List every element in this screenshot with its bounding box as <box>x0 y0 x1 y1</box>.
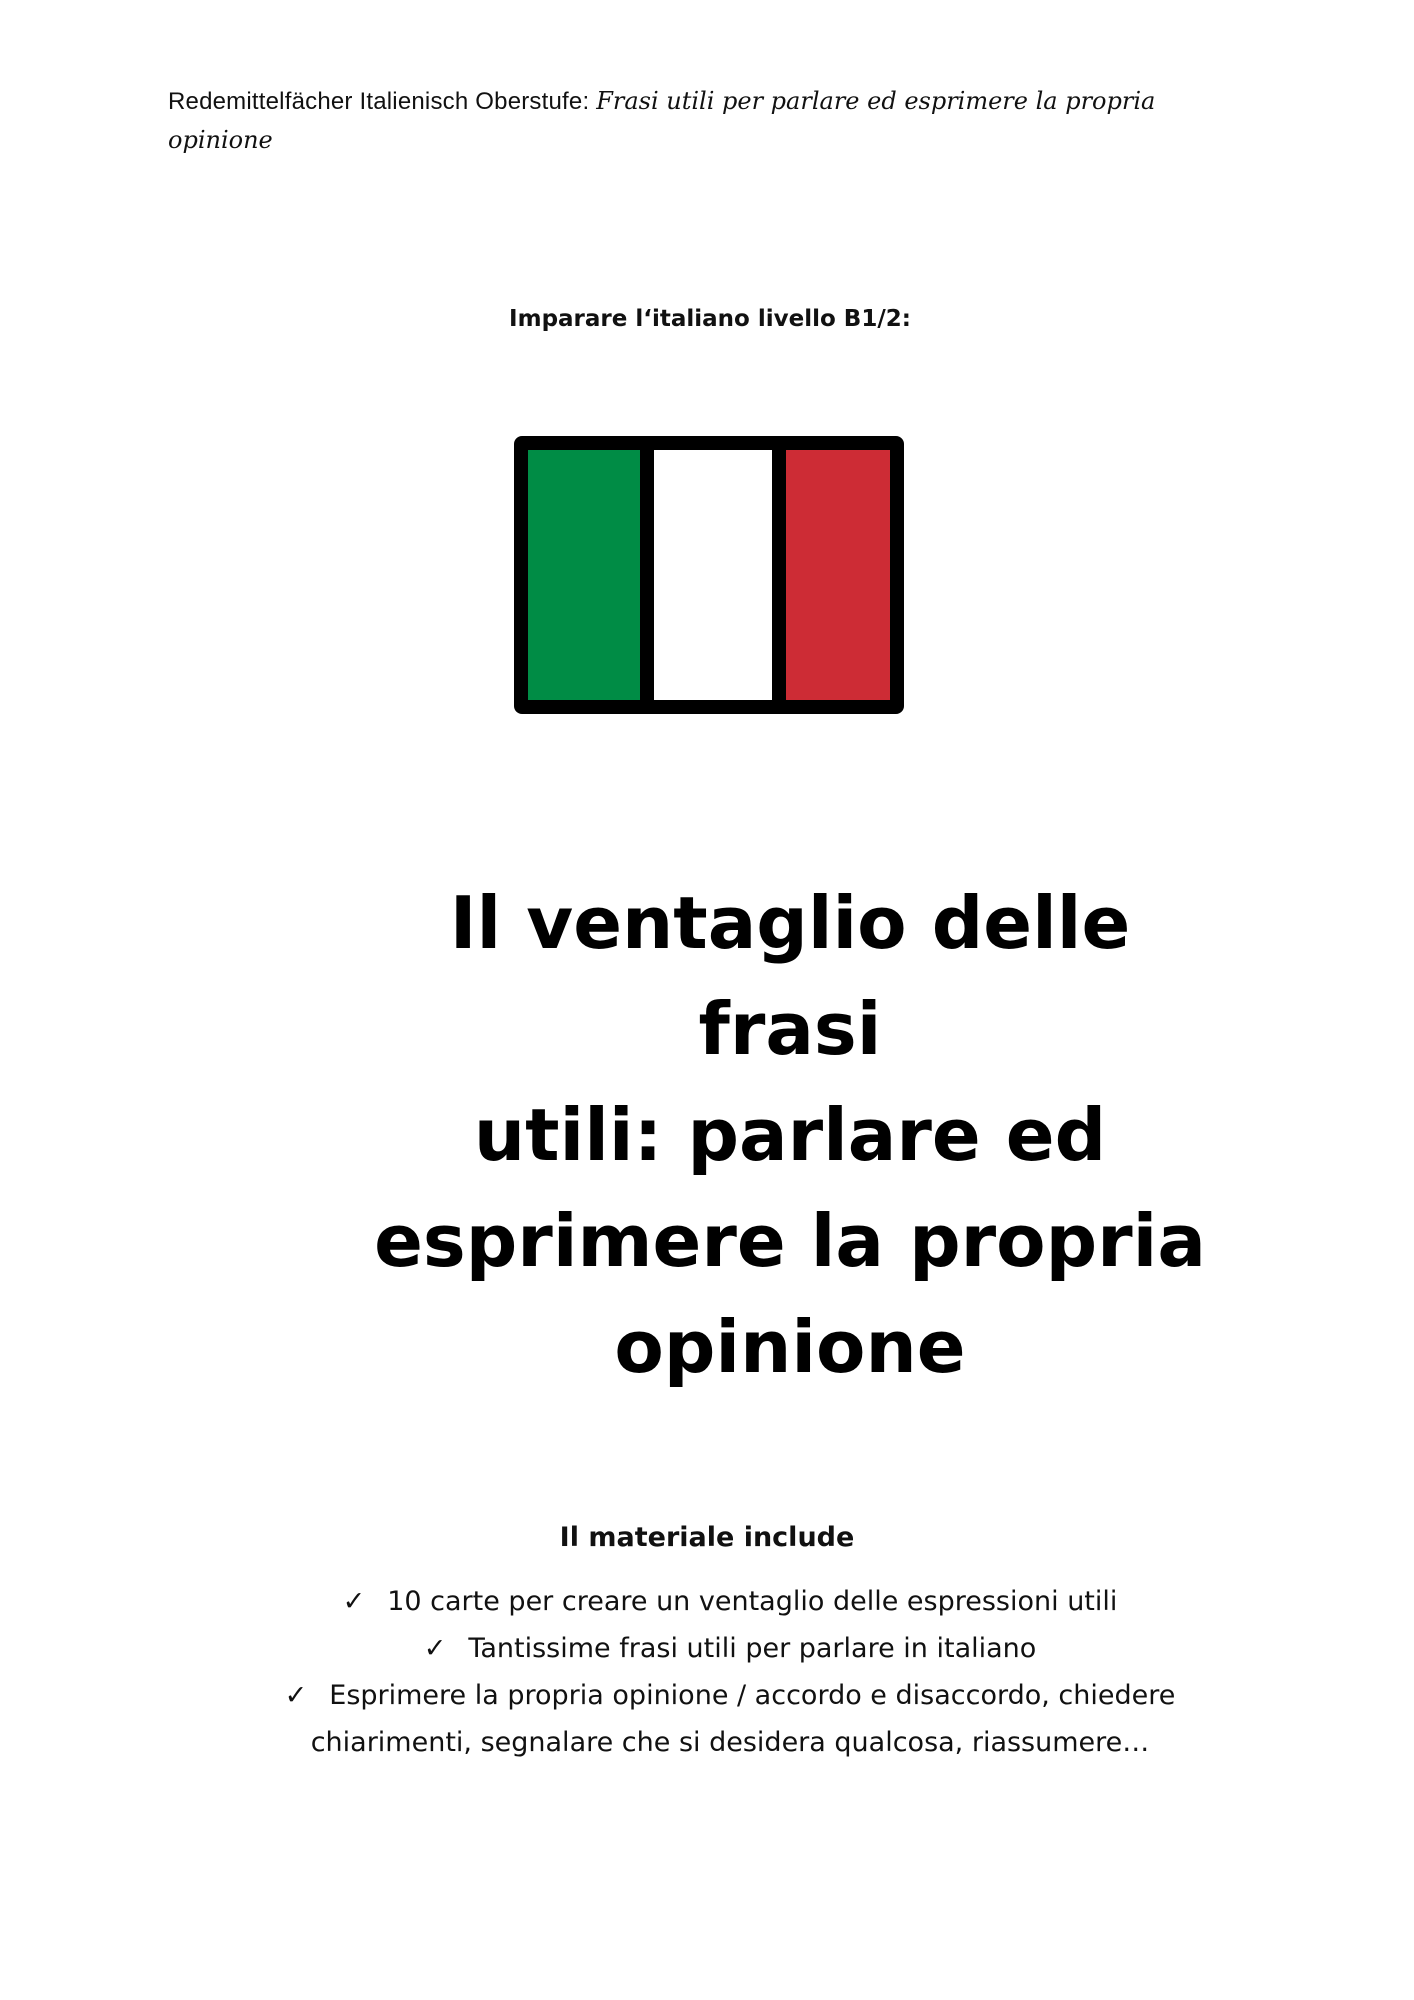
level-subtitle: Imparare l‘italiano livello B1/2: <box>509 306 911 332</box>
main-title-line: utili: parlare ed <box>473 1093 1107 1177</box>
italian-flag-icon <box>508 430 910 720</box>
checkmark-icon: ✓ <box>284 1680 308 1711</box>
header-topic-script: Frasi utili per parlare ed esprimere la propria opinione <box>168 87 1156 154</box>
material-list <box>240 1578 1220 1766</box>
list-item-text: Esprimere la propria opinione / accordo e disaccordo, chiedere <box>329 1680 1176 1711</box>
checkmark-icon: ✓ <box>342 1586 366 1617</box>
main-title <box>360 870 1220 1400</box>
main-title-line: esprimere la propria <box>374 1199 1206 1283</box>
header-series-label: Redemittelfächer Italienisch Oberstufe: <box>168 88 597 115</box>
page-header <box>168 82 1228 159</box>
checkmark-icon: ✓ <box>423 1633 447 1664</box>
flag-green-stripe <box>528 450 640 700</box>
main-title-line: Il ventaglio delle frasi <box>449 881 1131 1071</box>
list-item-text: Tantissime frasi utili per parlare in italiano <box>468 1633 1037 1664</box>
flag-red-stripe <box>786 450 890 700</box>
flag-white-stripe <box>654 450 772 700</box>
list-item-text: 10 carte per creare un ventaglio delle espressioni utili <box>387 1586 1118 1617</box>
list-item-text: chiarimenti, segnalare che si desidera qualcosa, riassumere… <box>310 1727 1150 1758</box>
list-item-continuation <box>240 1719 1220 1766</box>
main-title-line: opinione <box>614 1305 966 1389</box>
list-item <box>240 1625 1220 1672</box>
list-item <box>240 1578 1220 1625</box>
material-heading: Il materiale include <box>559 1522 855 1553</box>
list-item <box>240 1672 1220 1719</box>
